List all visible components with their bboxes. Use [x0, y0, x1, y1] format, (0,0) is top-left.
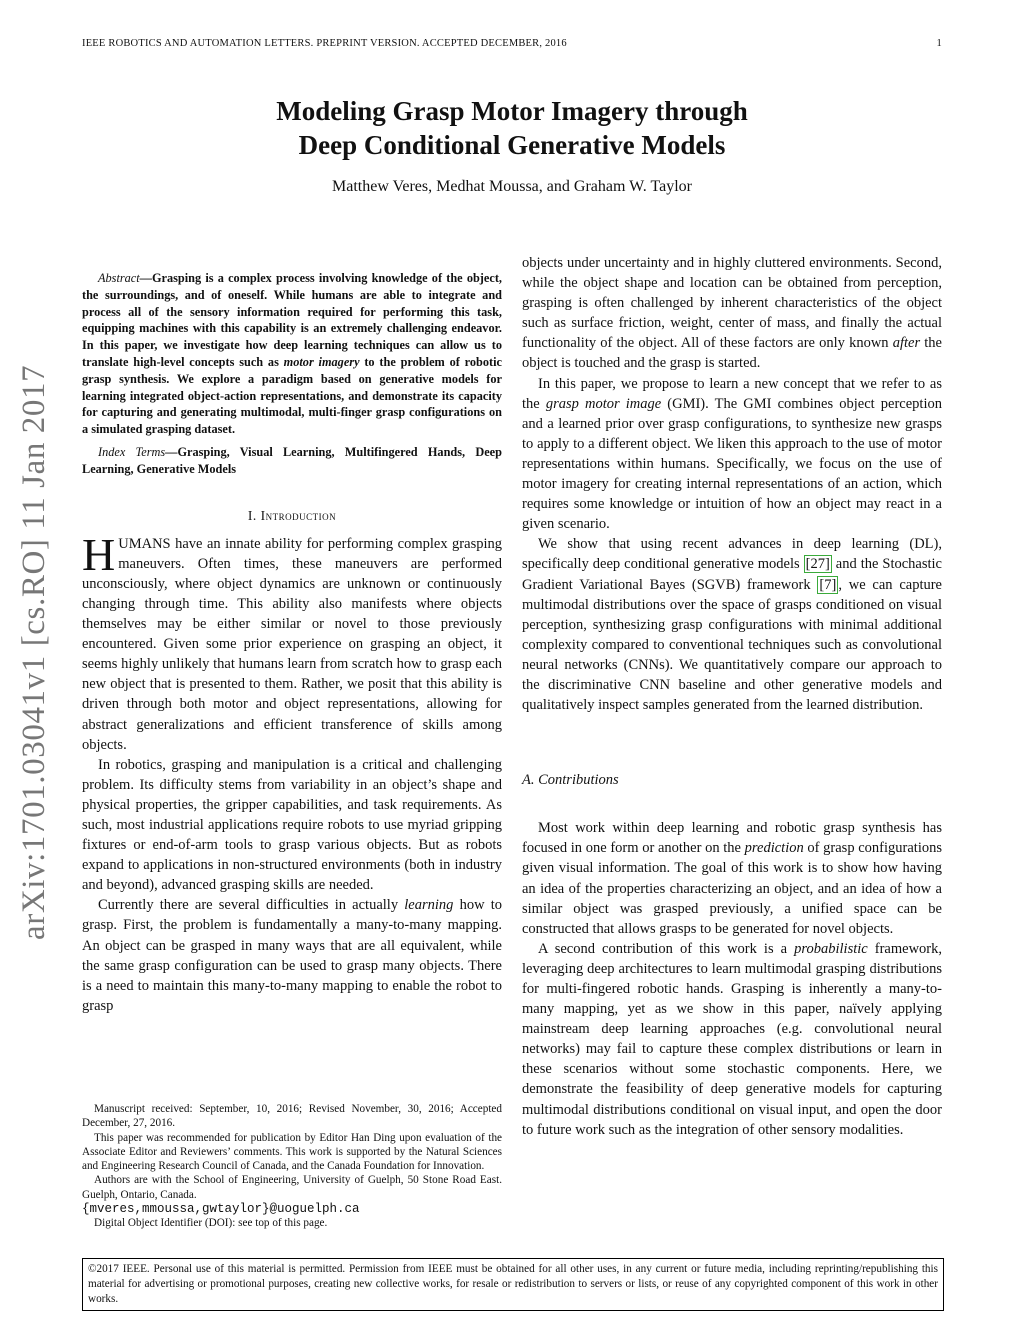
right-p5-emphasis: probabilistic — [794, 940, 868, 957]
intro-p3-text-1: Currently there are several difficulties in actually — [98, 897, 405, 914]
right-p3-text-3: , we can capture multimodal distributions over the space of grasps conditioned on visual perception, synthesizing grasp configurations with minimal additional complexity compared to conventional techniques such as convolutional neural networks (CNNs). We quantitatively compare our approach to the discriminative CNN baseline and other generative models and qualitatively inspect samples generated from the learned distribution. — [522, 576, 942, 714]
paper-title — [0, 94, 1024, 162]
right-p4-text-1: Most work within deep learning and robotic grasp synthesis has focused in one form or another on the — [522, 820, 942, 857]
index-terms — [82, 444, 502, 478]
copyright-notice: ©2017 IEEE. Personal use of this material is permitted. Permission from IEEE must be obtained for all other uses, in any current or future media, including reprinting/republishing this material for advertising or promotional purposes, creating new collective works, for resale or redistribution to servers or lists, or reuse of any copyrighted component of this work in other works. — [82, 1258, 944, 1311]
footnote-emails: {mveres,mmoussa,gwtaylor}@uoguelph.ca — [82, 1202, 360, 1217]
right-p3-text-2: and the Stochastic Gradient Variational Bayes (SGVB) framework — [522, 556, 942, 593]
citation-link-7[interactable]: [7] — [819, 576, 837, 593]
right-p1-emphasis: after — [892, 335, 921, 352]
right-p1-text-1: objects under uncertainty and in highly cluttered environments. Second, while the object shape and location can be obtained from perception, grasping is often challenged by inherent characteristics of the object such as surface friction, weight, center of mass, and finally the actual functionality of the object. All of these factors are only known — [522, 255, 942, 352]
author-list: Matthew Veres, Medhat Moussa, and Graham W. Taylor — [332, 178, 692, 195]
right-p5-text-2: framework, leveraging deep architectures to learn multimodal grasping distributions for multi-fingered robotic hands. Grasping is inherently a many-to-many mapping, yet as we show in this paper, naïvely applying mainstream deep learning approaches (e.g. convolutional neural networks) may fail to capture these complex distributions or learn in these scenarios without some stochastic components. Here, we demonstrate the feasibility of deep generative models for capturing multimodal distributions conditional on visual input, and open the door to future work such as the integration of other sensory modalities. — [522, 940, 942, 1138]
right-p3-text-1: We show that using recent advances in deep learning (DL), specifically deep conditional generative models — [522, 536, 942, 573]
right-paragraph-1 — [522, 253, 942, 374]
right-p2-text-2: (GMI). The GMI combines object perception and a learned prior over grasp configurations, to synthesize new grasps to apply to a different object. We liken this approach to the use of motor representations within humans. Specifically, we focus on the use of motor imagery for creating internal representations of an action, which requires some knowledge or intuition of how an object may react in a given scenario. — [522, 395, 942, 533]
arxiv-identifier-stamp: arXiv:1701.03041v1 [cs.RO] 11 Jan 2017 — [16, 364, 52, 940]
right-paragraph-3 — [522, 534, 942, 715]
abstract — [82, 270, 502, 438]
right-p2-text-1: In this paper, we propose to learn a new concept that we refer to as the — [522, 375, 942, 412]
intro-paragraph-1 — [82, 528, 502, 755]
intro-paragraph-2: In robotics, grasping and manipulation is a critical and challenging problem. Its difficulty stems from variability in an object’s shape and physical properties, the gripper capabilities, and task requirements. As such, most industrial applications require robots to use myriad gripping fixtures or end-of-arm tools to grasp various objects. But as robots expand to applications in non-structured environments (both in industry and beyond), advanced grasping skills are needed. — [82, 756, 502, 894]
title-line-2: Deep Conditional Generative Models — [298, 130, 726, 160]
right-paragraph-2 — [522, 374, 942, 535]
abstract-text-1: —Grasping is a complex process involving knowledge of the object, the surroundings, and of oneself. While humans are able to integrate and process all of the sensory information required for performing this task, equipping machines with this capability is an extremely challenging endeavor. In this paper, we investigate how deep learning techniques can allow us to translate high-level concepts such as — [82, 271, 502, 369]
abstract-emphasis: motor imagery — [283, 354, 360, 369]
dropcap-letter: H — [82, 528, 116, 580]
right-p1-text-2: the object is touched and the grasp is started. — [522, 335, 942, 372]
right-p4-text-2: of grasp configurations given visual information. The goal of this work is to show how having an idea of the properties characterizing an object, and an idea of how a similar object was grasped previously, a unified space can be constructed that allows grasps to be generated for novel objects. — [522, 840, 943, 937]
intro-p3-text-2: how to grasp. First, the problem is fundamentally a many-to-many mapping. An object can be grasped in many ways that are all equivalent, while the same grasp configuration can be used to grasp many objects. There is a need to maintain this many-to-many mapping to enable the robot to grasp — [82, 897, 502, 1014]
right-p2-emphasis: grasp motor image — [545, 395, 662, 412]
abstract-text-2: to the problem of robotic grasp synthesis. We explore a paradigm based on generative models for learning integrated object-action representations, and demonstrate its capacity for capturing and generating multimodal, multi-finger grasp configurations on a simulated grasping dataset. — [82, 354, 502, 437]
footnote-recommended: This paper was recommended for publication by Editor Han Ding upon evaluation of the Associate Editor and Reviewers’ comments. This work is supported by the Natural Sciences and Engineering Research Council of Canada, and the Canada Foundation for Innovation. — [82, 1131, 502, 1173]
section-title: Introduction — [260, 507, 337, 523]
page-number: 1 — [936, 38, 942, 49]
section-numeral: I. — [247, 507, 261, 523]
subsection-heading-contributions: A. Contributions — [522, 772, 619, 789]
right-p4-emphasis: prediction — [744, 840, 804, 857]
intro-p3-emphasis: learning — [404, 897, 454, 914]
section-heading-introduction — [82, 506, 502, 526]
abstract-label: Abstract — [98, 271, 140, 285]
intro-paragraph-1-text: UMANS have an innate ability for performing complex grasping maneuvers. Often times, these maneuvers are performed unconsciously, where object dynamics are unknown or continuously changing through time. This ability also manifests where objects themselves may be either similar or novel to those previously encountered. Given some prior experience on grasping an object, it seems highly unlikely that humans learn from scratch how to grasp each new object that is presented to them. Rather, we posit that this ability is driven through both motor and object representations, allowing for abstract generalizations and efficient transference of skills among objects. — [82, 535, 502, 753]
index-terms-label: Index Terms — [98, 444, 166, 459]
right-column — [522, 253, 942, 1140]
footnotes — [82, 1102, 502, 1231]
footnote-affiliation: Authors are with the School of Engineering, University of Guelph, 50 Stone Road East. Guelph, Ontario, Canada. — [82, 1174, 502, 1201]
right-paragraph-5 — [522, 939, 942, 1140]
footnote-doi: Digital Object Identifier (DOI): see top of this page. — [94, 1217, 328, 1230]
title-line-1: Modeling Grasp Motor Imagery through — [276, 96, 748, 126]
index-terms-text: —Grasping, Visual Learning, Multifingered Hands, Deep Learning, Generative Models — [82, 444, 502, 476]
intro-paragraph-3 — [82, 895, 502, 1016]
right-p5-text-1: A second contribution of this work is a — [538, 940, 795, 957]
running-header — [82, 38, 942, 49]
right-paragraph-4 — [522, 818, 942, 939]
left-column — [82, 270, 502, 1016]
citation-link-27[interactable]: [27] — [805, 556, 830, 573]
running-title: IEEE ROBOTICS AND AUTOMATION LETTERS. PREPRINT VERSION. ACCEPTED DECEMBER, 2016 — [82, 38, 567, 49]
footnote-received: Manuscript received: September, 10, 2016; Revised November, 30, 2016; Accepted December, 27, 2016. — [82, 1103, 502, 1130]
